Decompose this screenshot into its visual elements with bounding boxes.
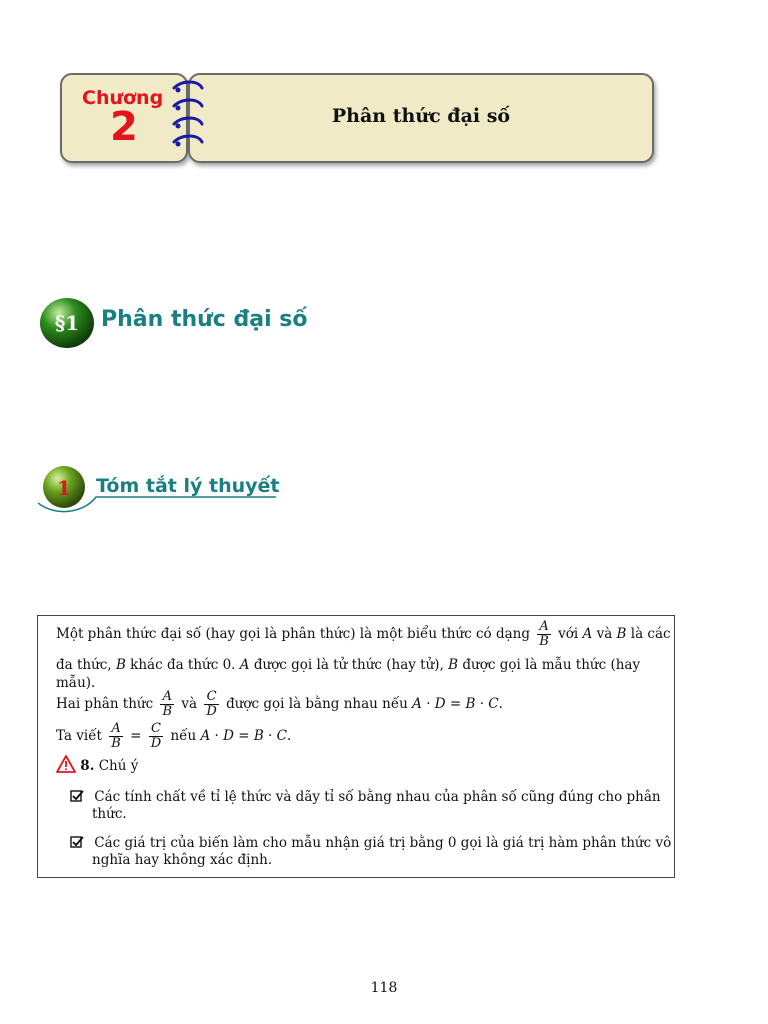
chapter-label: Chương [82,87,164,109]
checkbox-checked-icon [70,835,84,849]
chapter-number: 2 [110,104,138,150]
chapter-title: Phân thức đại số [331,105,511,127]
note-number: 8. [80,758,95,774]
section-title: Phân thức đại số [101,307,308,332]
bullet-2-cont: nghĩa hay không xác định. [92,852,273,868]
subsection-title: Tóm tắt lý thuyết [96,475,280,497]
bullet-1-cont: thức. [92,806,127,822]
section-number: §1 [54,311,80,335]
fraction-a-over-b: $\frac{A}{B}$ [539,619,549,649]
bullet-2: Các giá trị của biến làm cho mẫu nhận giá trị bằng 0 gọi là giá trị hàm phân thức vô [70,833,671,854]
notation-line: Ta viết $\frac{A}{B}$ = $\frac{C}{D}$ nếu A · D = B · C. [56,721,292,751]
note-title: Chú ý [98,758,139,774]
chapter-title-panel [188,73,654,163]
note-heading [56,755,138,777]
definition-line-2: đa thức, B khác đa thức 0. A được gọi là tử thức (hay tử), B được gọi là mẫu thức (hay [56,657,641,673]
warning-icon [56,755,76,773]
section-ball-icon [39,297,95,349]
definition-line-1: Một phân thức đại số (hay gọi là phân thức) là một biểu thức có dạng $\frac{A}{B}$ với A và B là các [56,619,671,649]
definition-line-3: mẫu). [56,675,96,691]
checkbox-checked-icon [70,789,84,803]
subsection-number: 1 [57,476,71,500]
spiral-binding-icon [168,78,208,154]
bullet-1: Các tính chất về tỉ lệ thức và dãy tỉ số bằng nhau của phân số cũng đúng cho phân [70,787,661,808]
equality-definition: Hai phân thức $\frac{A}{B}$ và $\frac{C}{D}$ được gọi là bằng nhau nếu A · D = B · C. [56,689,503,719]
page-number: 118 [370,980,398,996]
